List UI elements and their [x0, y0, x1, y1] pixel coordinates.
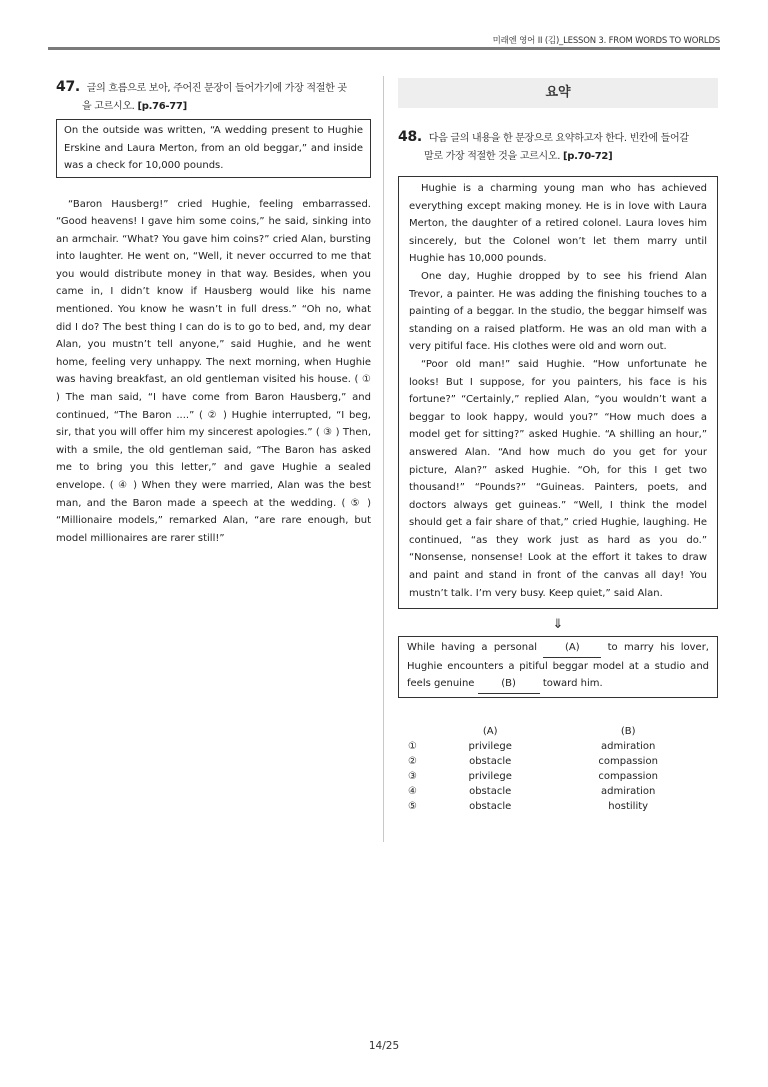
q47-instruction — [56, 78, 371, 116]
page-header: 미래엔 영어 II (김)_LESSON 3. FROM WORDS TO WORLDS — [492, 36, 720, 46]
down-arrow-icon: ⇓ — [552, 617, 564, 633]
page-number: 14/25 — [368, 1040, 400, 1052]
blank-b: (B) — [478, 675, 540, 694]
choice-b: admiration — [600, 740, 656, 752]
choice-row[interactable] — [408, 784, 708, 799]
choice-row[interactable] — [408, 799, 708, 814]
q48-summary-sentence — [398, 636, 718, 698]
q47-ref: [p.76-77] — [137, 101, 187, 112]
choice-number: ④ — [408, 785, 417, 797]
q48-paragraph-1: Hughie is a charming young man who has achieved everything except making money. He is in love with Laura Merton, the daughter of a retired colonel. Laura loves him sincerely, but the Colonel won’t let them marry until Hughie has 10,000 pounds. — [409, 183, 707, 265]
q48-ref: [p.70-72] — [562, 151, 613, 162]
col-a-header: (A) — [482, 725, 498, 737]
q47-given-sentence: On the outside was written, “A wedding present to Hughie Erskine and Laura Merton, from an old beggar,” and inside was a check for 10,000 pounds. — [56, 119, 371, 178]
choices-header-row — [408, 724, 708, 739]
header-rule — [48, 47, 720, 50]
summary-section-title: 요약 — [398, 78, 718, 108]
q47-instruction-line2: 을 고르시오. — [82, 101, 135, 112]
choice-number: ② — [408, 755, 417, 767]
q48-instruction-line1: 다음 글의 내용을 한 문장으로 요약하고자 한다. 빈칸에 들어갈 — [428, 133, 689, 144]
choice-row[interactable] — [408, 754, 708, 769]
choice-b: compassion — [598, 770, 658, 782]
q47-passage-text: “Baron Hausberg!” cried Hughie, feeling embarrassed. “Good heavens! I gave him some coins,” he said, sinking into an armchair. “What? You gave him coins?” cried Alan, bursting into laughter. He went on, “Well, it never occurred to me that you would distribute money in that way. Besides, when you came in, I didn’t know if Hausberg would like his name mentioned. You know he wasn’t in full dress.” “Oh no, what did I do? The best thing I can do is to go to bed, and, my dear Alan, you mustn’t tell anyone,” said Hughie, and he went home, feeling very unhappy. The next morning, when Hughie was having breakfast, an old gentleman visited his house. ( ① ) The man said, “I have come from Baron Hausberg,” and continued, “The Baron ....” ( ② ) Hughie interrupted, “I beg, sir, that you will offer him my sincerest apologies.” ( ③ ) Then, with a smile, the old gentleman said, “The Baron has asked me to bring you this letter,” and gave Hughie a sealed envelope. ( ④ ) When they were married, Alan was the best man, and the Baron made a speech at the wedding. ( ⑤ ) “Millionaire models,” remarked Alan, “are rare enough, but model millionaires are rarer still!” — [56, 198, 371, 544]
choice-number: ① — [408, 740, 417, 752]
q47-number: 47. — [56, 79, 80, 95]
q48-paragraph-3: “Poor old man!” said Hughie. “How unfortunate he looks! But I suppose, for you painters, his face is his fortune?” “Certainly,” replied Alan, “you wouldn’t want a beggar to look happy, would you?” “How much does a model get for sitting?” asked Hughie. “A shilling an hour,” answered Alan. “And how much do you get for your picture, Alan?” asked Hughie. “Oh, for this I get two thousand!” “Pounds?” “Guineas. Painters, poets, and doctors always get guineas.” “Well, I think the model should get a fair share of that,” cried Hughie, laughing. He continued, “as they work just as hard as you do.” “Nonsense, nonsense! Look at the effort it takes to draw and paint and stand in front of the canvas all day! You mustn’t talk. I’m very busy. Keep quiet,” said Alan. — [409, 358, 707, 599]
q48-number: 48. — [398, 129, 422, 145]
choice-a: obstacle — [469, 800, 512, 812]
q48-instruction — [398, 128, 718, 166]
choice-row[interactable] — [408, 739, 708, 754]
answer-choices — [408, 724, 708, 814]
choice-b: hostility — [608, 800, 649, 812]
choice-b: admiration — [600, 785, 656, 797]
choice-a: privilege — [468, 770, 512, 782]
choice-a: obstacle — [469, 755, 512, 767]
q48-instruction-line2: 말로 가장 적절한 것을 고르시오. — [424, 151, 561, 162]
summary-part-2: to marry his lover, Hughie encounters a pitiful beggar model at a studio and feels genuine — [407, 642, 709, 690]
choice-row[interactable] — [408, 769, 708, 784]
question-48 — [398, 78, 718, 814]
column-divider — [383, 76, 384, 842]
blank-a: (A) — [543, 639, 601, 658]
choice-a: privilege — [468, 740, 512, 752]
summary-part-1: While having a personal — [407, 642, 537, 654]
q47-passage — [56, 196, 371, 548]
col-b-header: (B) — [620, 725, 636, 737]
q47-instruction-line1: 글의 흐름으로 보아, 주어진 문장이 들어가기에 가장 적절한 곳 — [86, 83, 347, 94]
question-47 — [56, 78, 371, 547]
choice-b: compassion — [598, 755, 658, 767]
choice-number: ⑤ — [408, 800, 417, 812]
summary-part-3: toward him. — [542, 678, 603, 690]
q48-passage — [398, 176, 718, 609]
q48-paragraph-2: One day, Hughie dropped by to see his friend Alan Trevor, a painter. He was adding the finishing touches to a painting of a beggar. In the studio, the beggar himself was standing on a raised platform. He was an old man with a very pitiful face. His clothes were old and worn out. — [409, 270, 707, 353]
choice-a: obstacle — [469, 785, 512, 797]
choice-number: ③ — [408, 770, 417, 782]
